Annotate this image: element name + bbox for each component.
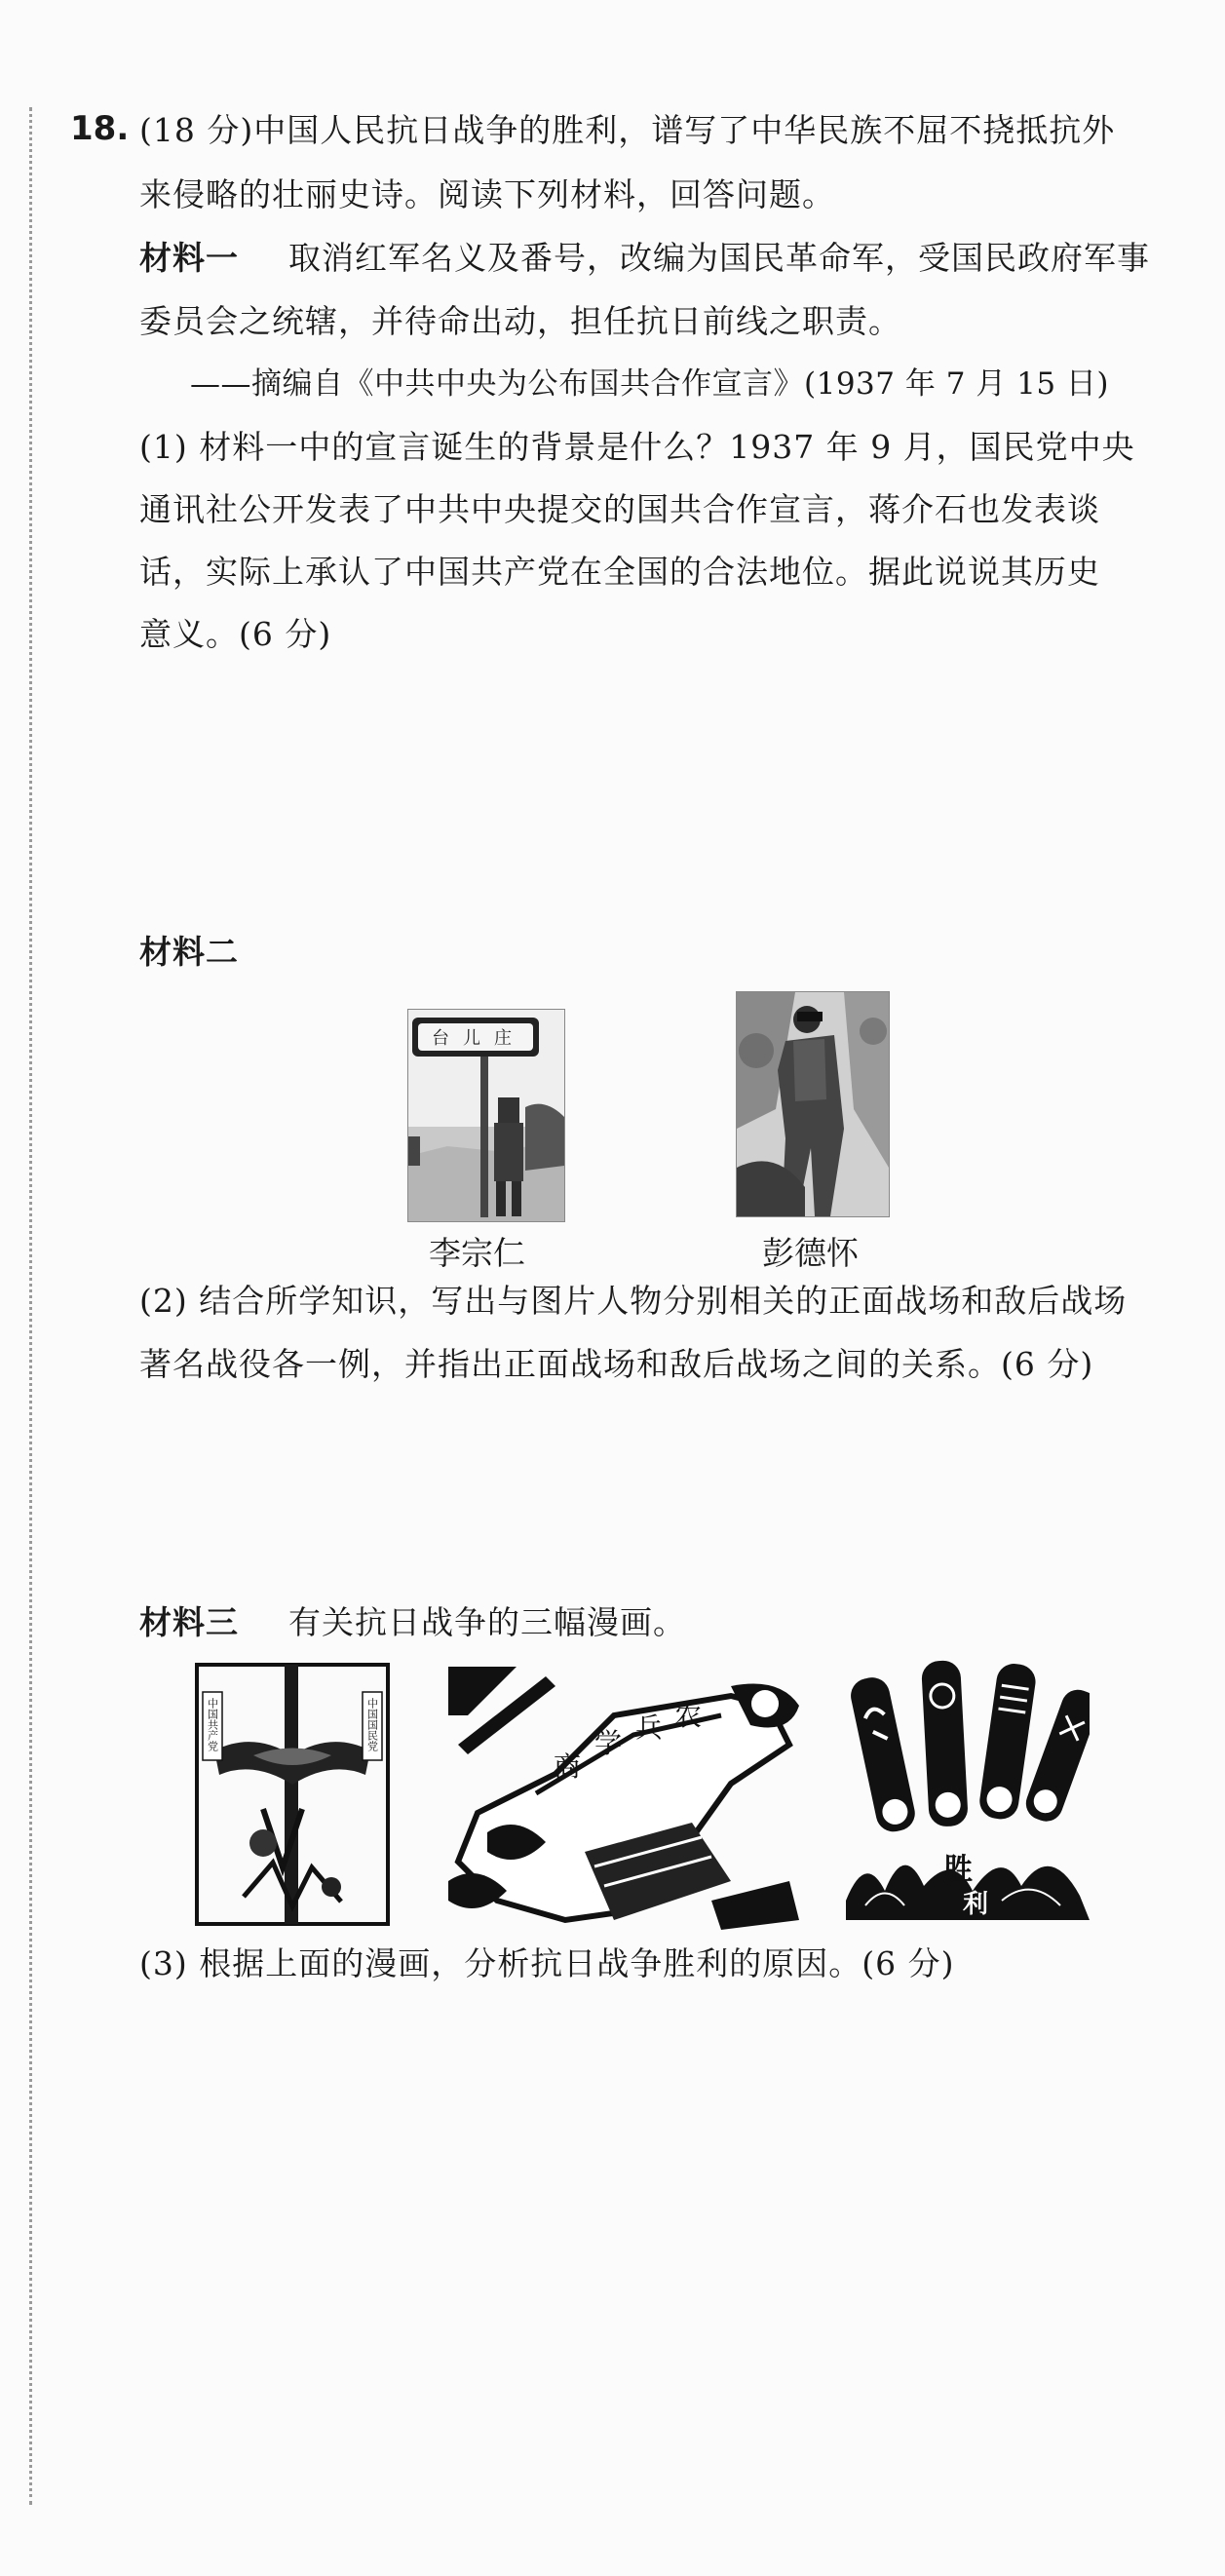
photo-peng-dehuai [736, 991, 890, 1217]
photo-li-zongren [407, 1009, 565, 1222]
q1-line-3: 话，实际上承认了中国共产党在全国的合法地位。据此说说其历史 [139, 553, 1100, 591]
material1-label: 材料一 [139, 239, 239, 277]
photo2-caption: 彭德怀 [762, 1234, 859, 1272]
q1-line-1: (1) 材料一中的宣言诞生的背景是什么？1937 年 9 月，国民党中央 [139, 428, 1135, 466]
q2-line-2: 著名战役各一例，并指出正面战场和敌后战场之间的关系。(6 分) [139, 1345, 1094, 1383]
cartoon-handshake [195, 1663, 390, 1926]
material3-label: 材料三 [139, 1603, 239, 1641]
cartoon2-word-1: 商 [554, 1750, 582, 1783]
material3-line [139, 1601, 686, 1644]
q1-line-2: 通讯社公开发表了中共中央提交的国共合作宣言，蒋介石也发表谈 [139, 490, 1100, 528]
cartoon2-graphic [439, 1657, 809, 1932]
li-zongren-photo-graphic [408, 1010, 564, 1221]
material1-text-line-1: 取消红军名义及番号，改编为国民革命军，受国民政府军事 [288, 239, 1150, 277]
peng-dehuai-photo-graphic [737, 992, 889, 1216]
cartoon3-word-1: 胜 [943, 1853, 973, 1887]
cartoon3-graphic [846, 1657, 1090, 1920]
q2-line-1: (2) 结合所学知识，写出与图片人物分别相关的正面战场和敌后战场 [139, 1282, 1128, 1320]
question-intro-line-1: (18 分)中国人民抗日战争的胜利，谱写了中华民族不屈不挠抵抗外 [139, 111, 1116, 149]
material2-label: 材料二 [139, 933, 239, 971]
photo1-sign-text: 台儿庄 [432, 1028, 525, 1049]
question-number: 18. [70, 109, 130, 148]
cartoon3-word-2: 利 [963, 1890, 989, 1919]
cartoon1-left-label: 中国共产党 [206, 1698, 219, 1751]
cartoon-fist [439, 1657, 809, 1932]
cartoon2-word-2: 学 [594, 1727, 623, 1759]
binding-margin-line [29, 107, 32, 2505]
cartoon1-graphic [195, 1663, 390, 1926]
cartoon-four-fingers [846, 1657, 1090, 1920]
q3-line-1: (3) 根据上面的漫画，分析抗日战争胜利的原因。(6 分) [139, 1944, 955, 1982]
material3-text: 有关抗日战争的三幅漫画。 [288, 1603, 686, 1641]
cartoon2-word-3: 兵 [635, 1711, 664, 1744]
cartoon2-word-4: 农 [674, 1700, 703, 1732]
photo1-caption: 李宗仁 [429, 1234, 525, 1272]
material1-text-line-2: 委员会之统辖，并待命出动，担任抗日前线之职责。 [139, 302, 901, 340]
q1-line-4: 意义。(6 分) [139, 615, 332, 653]
material1-source: ——摘编自《中共中央为公布国共合作宣言》(1937 年 7 月 15 日) [190, 366, 1110, 402]
cartoon1-right-label: 中国国民党 [365, 1698, 379, 1751]
material1-line-1 [139, 237, 1150, 280]
question-intro-line-2: 来侵略的壮丽史诗。阅读下列材料，回答问题。 [139, 175, 835, 213]
